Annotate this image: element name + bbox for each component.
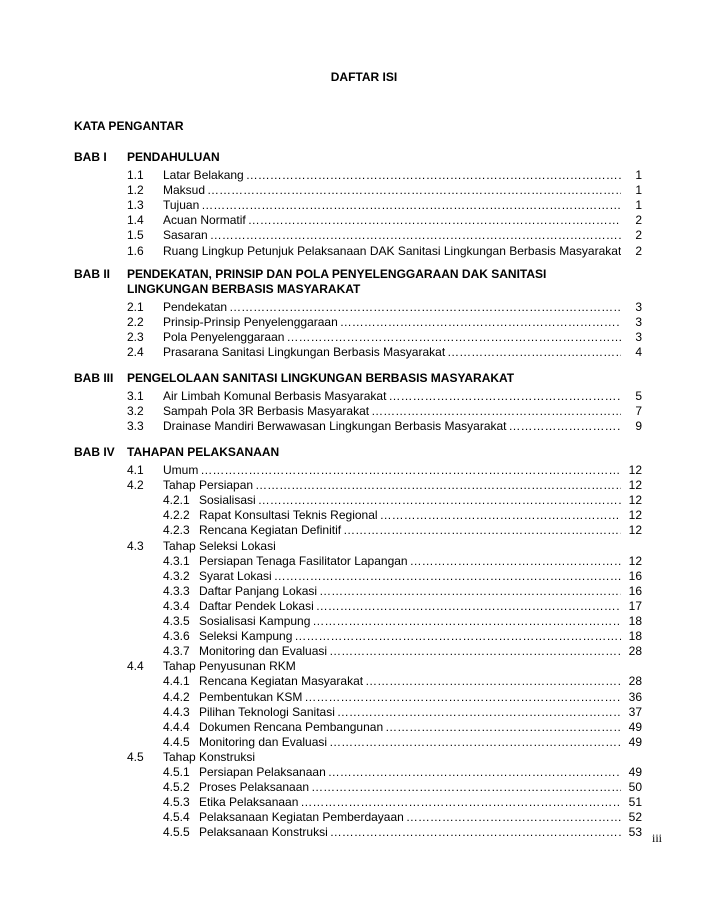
entry-number: 3.3 [127,419,144,434]
entry-title: Pembentukan KSM …………………………………………………………………………………………………………………………………………………………………………………………………………………… [199,690,621,705]
toc-entry[interactable] [0,508,728,523]
entry-number: 4.3.4 [163,598,190,613]
toc-entry[interactable] [0,569,728,584]
entry-number: 4.5.3 [163,795,190,810]
entry-page: 12 [628,493,642,508]
entry-number: 4.3.5 [163,614,190,628]
toc-entry[interactable] [0,389,728,404]
entry-title: Pilihan Teknologi Sanitasi …………………………………………………………………………………………………………………………………………………………………………………………………………………… [199,705,621,720]
entry-page: 18 [628,629,642,644]
entry-number: 2.2 [127,315,144,330]
toc-entry[interactable] [0,554,728,569]
entry-title: Maksud …………………………………………………………………………………………………………………………………………………………………………………………………………………… [163,183,621,198]
entry-number: 4.4.5 [163,734,190,749]
entry-page: 49 [628,734,642,749]
chapter-label: BAB IV [74,445,115,459]
page-number: iii [651,831,662,845]
toc-entry[interactable] [0,315,728,330]
entry-number: 1.1 [127,168,144,182]
entry-number: 4.5.5 [163,825,190,840]
entry-title: Daftar Panjang Lokasi …………………………………………………………………………………………………………………………………………………………………………………………………………………… [199,584,621,599]
toc-entry[interactable] [0,644,728,659]
entry-title: Persiapan Tenaga Fasilitator Lapangan …………………………………………………………………………………………………………………………………………………………………………………………………………………… [199,554,621,569]
page-title: DAFTAR ISI [330,70,398,84]
toc-entry[interactable] [0,674,728,689]
entry-page: 3 [635,330,642,345]
entry-number: 1.5 [127,228,144,243]
toc-entry[interactable] [0,198,728,213]
entry-number: 4.4.4 [163,719,190,734]
entry-page: 12 [628,523,642,538]
toc-entry[interactable] [0,720,728,735]
entry-title: Acuan Normatif …………………………………………………………………………………………………………………………………………………………………………………………………………………… [163,213,621,228]
chapter-label: BAB I [74,150,107,164]
entry-page: 1 [635,183,642,198]
entry-number: 4.5.4 [163,810,190,825]
entry-number: 2.1 [127,300,144,314]
toc-entry[interactable] [0,780,728,795]
entry-title: Sosialisasi …………………………………………………………………………………………………………………………………………………………………………………………………………………… [199,493,621,508]
entry-page: 12 [628,463,642,477]
entry-number: 1.6 [127,243,144,258]
entry-page: 7 [635,404,642,419]
toc-entry[interactable] [0,493,728,508]
entry-title: Pola Penyelenggaraan …………………………………………………………………………………………………………………………………………………………………………………………………………………… [163,330,621,345]
entry-title: Air Limbah Komunal Berbasis Masyarakat …………………………………………………………………………………………………………………………………………………………………………………………………………………… [163,389,621,404]
entry-title: Tahap Penyusunan RKM [163,659,296,674]
entry-title: Dokumen Rencana Pembangunan …………………………………………………………………………………………………………………………………………………………………………………………………………………… [199,720,621,735]
entry-title: Monitoring dan Evaluasi …………………………………………………………………………………………………………………………………………………………………………………………………………………… [199,644,621,659]
toc-entry[interactable] [0,629,728,644]
entry-page: 51 [628,795,642,810]
entry-page: 1 [635,198,642,213]
entry-number: 4.3.6 [163,629,190,644]
entry-title: Prasarana Sanitasi Lingkungan Berbasis Masyarakat …………………………………………………………………………………………………………………………………………………………………………………………………………………… [163,345,621,360]
entry-page: 36 [628,689,642,704]
entry-page: 49 [628,719,642,734]
entry-title: Sosialisasi Kampung …………………………………………………………………………………………………………………………………………………………………………………………………………………… [199,614,621,629]
toc-entry[interactable] [0,810,728,825]
entry-page: 16 [628,583,642,598]
toc-entry[interactable] [0,213,728,228]
entry-title: Syarat Lokasi …………………………………………………………………………………………………………………………………………………………………………………………………………………… [199,569,621,584]
entry-page: 28 [628,674,642,689]
toc-entry[interactable] [0,404,728,419]
chapter-title: PENDAHULUAN [127,150,220,164]
entry-number: 4.4.3 [163,704,190,719]
entry-title: Tahap Seleksi Lokasi [163,538,276,553]
entry-number: 3.1 [127,389,144,403]
entry-title: Tujuan …………………………………………………………………………………………………………………………………………………………………………………………………………………… [163,198,621,213]
entry-page: 18 [628,614,642,628]
toc-entry[interactable] [0,168,728,183]
toc-entry[interactable] [0,419,728,434]
toc-entry[interactable] [0,705,728,720]
entry-title: Etika Pelaksanaan …………………………………………………………………………………………………………………………………………………………………………………………………………………… [199,795,621,810]
entry-page: 5 [635,389,642,403]
entry-title: Tahap Persiapan …………………………………………………………………………………………………………………………………………………………………………………………………………………… [163,478,621,493]
entry-page: 17 [628,598,642,613]
entry-page: 2 [635,243,642,258]
entry-title: Persiapan Pelaksanaan …………………………………………………………………………………………………………………………………………………………………………………………………………………… [199,765,621,780]
entry-title: Pendekatan …………………………………………………………………………………………………………………………………………………………………………………………………………………… [163,300,621,315]
toc-entry[interactable] [0,300,728,315]
kata-pengantar-heading: KATA PENGANTAR [74,119,184,133]
entry-number: 2.4 [127,345,144,360]
entry-title: Rencana Kegiatan Masyarakat …………………………………………………………………………………………………………………………………………………………………………………………………………………… [199,674,621,689]
entry-number: 4.4.2 [163,689,190,704]
toc-entry[interactable] [0,599,728,614]
entry-title: Umum …………………………………………………………………………………………………………………………………………………………………………………………………………………… [163,463,621,478]
entry-number: 4.4.1 [163,674,190,689]
chapter-title: PENDEKATAN, PRINSIP DAN POLA PENYELENGGARAAN DAK SANITASI LINGKUNGAN BERBASIS MASYARAKAT [127,267,547,296]
toc-entry[interactable] [0,478,728,493]
entry-page: 28 [628,644,642,659]
entry-title: Pelaksanaan Kegiatan Pemberdayaan …………………………………………………………………………………………………………………………………………………………………………………………………………………… [199,810,621,825]
entry-page: 3 [635,300,642,314]
entry-title: Ruang Lingkup Petunjuk Pelaksanaan DAK Sanitasi Lingkungan Berbasis Masyarakat …………………………………………………………………………………………………………………………………………………………………………………………………………………… [163,244,621,259]
entry-number: 4.5.2 [163,780,190,795]
toc-entry[interactable] [0,330,728,345]
chapter-label: BAB II [74,267,110,281]
entry-number: 1.4 [127,213,144,228]
entry-number: 4.3.1 [163,553,190,568]
chapter-label: BAB III [74,371,114,385]
toc-entry[interactable] [0,539,728,554]
entry-title: Tahap Konstruksi [163,749,256,764]
entry-title: Pelaksanaan Konstruksi …………………………………………………………………………………………………………………………………………………………………………………………………………………… [199,825,621,840]
toc-entry[interactable] [0,735,728,750]
toc-entry[interactable] [0,523,728,538]
entry-page: 12 [628,508,642,523]
entry-number: 4.3 [127,538,144,553]
chapter-title: PENGELOLAAN SANITASI LINGKUNGAN BERBASIS MASYARAKAT [127,371,515,385]
entry-page: 1 [635,168,642,182]
entry-number: 4.3.3 [163,583,190,598]
entry-title: Seleksi Kampung …………………………………………………………………………………………………………………………………………………………………………………………………………………… [199,629,621,644]
toc-entry[interactable] [0,614,728,629]
entry-page: 52 [628,810,642,825]
entry-title: Rencana Kegiatan Definitif …………………………………………………………………………………………………………………………………………………………………………………………………………………… [199,523,621,538]
entry-title: Drainase Mandiri Berwawasan Lingkungan Berbasis Masyarakat …………………………………………………………………………………………………………………………………………………………………………………………………………………… [163,419,621,434]
entry-page: 49 [628,765,642,779]
entry-page: 37 [628,704,642,719]
entry-number: 4.4 [127,659,144,674]
entry-title: Rapat Konsultasi Teknis Regional …………………………………………………………………………………………………………………………………………………………………………………………………………………… [199,508,621,523]
toc-entry[interactable] [0,659,728,674]
entry-number: 4.2.3 [163,523,190,538]
entry-number: 4.2 [127,478,144,493]
toc-entry[interactable] [0,795,728,810]
entry-title: Monitoring dan Evaluasi …………………………………………………………………………………………………………………………………………………………………………………………………………………… [199,735,621,750]
entry-title: Prinsip-Prinsip Penyelenggaraan …………………………………………………………………………………………………………………………………………………………………………………………………………………… [163,315,621,330]
entry-title: Proses Pelaksanaan …………………………………………………………………………………………………………………………………………………………………………………………………………………… [199,780,621,795]
entry-number: 4.3.2 [163,568,190,583]
toc-entry[interactable] [0,825,728,840]
entry-page: 3 [635,315,642,330]
entry-page: 2 [635,213,642,228]
entry-page: 50 [628,780,642,795]
toc-entry[interactable] [0,345,728,360]
entry-number: 4.5.1 [163,765,190,779]
entry-title: Latar Belakang …………………………………………………………………………………………………………………………………………………………………………………………………………………… [163,168,621,183]
entry-page: 16 [628,568,642,583]
entry-number: 4.1 [127,463,144,477]
toc-entry[interactable] [0,463,728,478]
entry-number: 4.2.2 [163,508,190,523]
chapter-title: TAHAPAN PELAKSANAAN [127,445,280,459]
entry-title: Sasaran …………………………………………………………………………………………………………………………………………………………………………………………………………………… [163,228,621,243]
entry-page: 12 [628,478,642,493]
entry-number: 3.2 [127,404,144,419]
entry-page: 53 [628,825,642,840]
toc-entry[interactable] [0,244,728,259]
entry-page: 4 [635,345,642,360]
entry-number: 1.3 [127,198,144,213]
toc-entry[interactable] [0,228,728,243]
entry-number: 1.2 [127,183,144,198]
toc-entry[interactable] [0,750,728,765]
entry-number: 4.5 [127,749,144,764]
entry-title: Daftar Pendek Lokasi …………………………………………………………………………………………………………………………………………………………………………………………………………………… [199,599,621,614]
toc-entry[interactable] [0,765,728,780]
toc-entry[interactable] [0,584,728,599]
entry-number: 2.3 [127,330,144,345]
toc-entry[interactable] [0,690,728,705]
entry-number: 4.3.7 [163,644,190,659]
entry-page: 9 [635,419,642,434]
entry-title: Sampah Pola 3R Berbasis Masyarakat …………………………………………………………………………………………………………………………………………………………………………………………………………………… [163,404,621,419]
entry-number: 4.2.1 [163,493,190,508]
toc-entry[interactable] [0,183,728,198]
entry-page: 2 [635,228,642,243]
entry-page: 12 [628,553,642,568]
